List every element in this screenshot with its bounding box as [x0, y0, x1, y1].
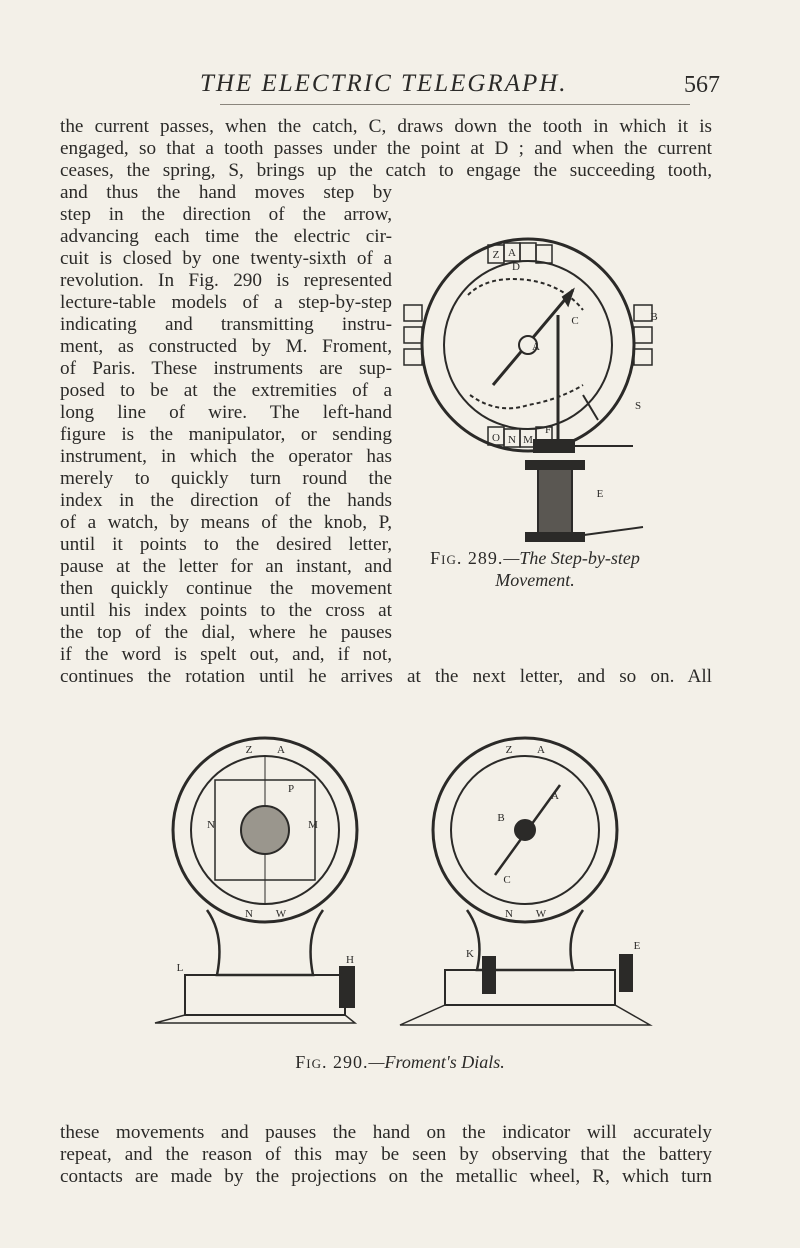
coil-lead-wire — [584, 527, 643, 535]
dial-letter-a-left: A — [277, 744, 285, 756]
text-line: until it points to the desired letter, — [60, 534, 392, 555]
text-line: if the word is spelt out, and, if not, — [60, 644, 392, 665]
text-line: indicating and transmitting instru- — [60, 314, 392, 335]
text-line: of Paris. These instruments are sup- — [60, 358, 392, 379]
text-line: the current passes, when the catch, C, draws down the tooth in which it is — [60, 116, 712, 137]
electromagnet-base-plate — [526, 533, 584, 541]
dial-letter-w-left: W — [275, 908, 287, 920]
text-line: figure is the manipulator, or sending — [60, 424, 392, 445]
fig-289-caption — [405, 547, 665, 591]
text-line: and thus the hand moves step by — [60, 182, 392, 203]
callout-m: M — [308, 819, 318, 831]
text-line: pause at the letter for an instant, and — [60, 556, 392, 577]
hand-arrowhead — [563, 290, 573, 305]
fig-289-label: Fig. 289. — [430, 548, 504, 568]
text-line: until his index points to the cross at — [60, 600, 392, 621]
text-line: these movements and pauses the hand on the indicator will accurately — [60, 1122, 712, 1143]
callout-n: N — [207, 819, 215, 831]
callout-e-right: E — [633, 940, 641, 952]
text-line: ment, as constructed by M. Froment, — [60, 336, 392, 357]
electromagnet-coil — [538, 465, 572, 537]
callout-a-right: A — [551, 790, 559, 802]
callout-c-right: C — [503, 874, 511, 886]
text-line: long line of wire. The left-hand — [60, 402, 392, 423]
page-header — [60, 70, 720, 106]
text-line: step in the direction of the arrow, — [60, 204, 392, 225]
text-line: contacts are made by the projections on the metallic wheel, R, which turn — [60, 1166, 712, 1187]
callout-b-right: B — [497, 812, 505, 824]
callout-c: C — [571, 315, 579, 327]
text-line: the top of the dial, where he pauses — [60, 622, 392, 643]
fig-290-caption — [150, 1052, 650, 1073]
text-line: ceases, the spring, S, brings up the catch to engage the succeeding tooth, — [60, 160, 712, 181]
text-line: instrument, in which the operator has — [60, 446, 392, 467]
fig-289-illustration — [398, 235, 658, 555]
callout-k: K — [466, 948, 474, 960]
text-line: lecture-table models of a step-by-step — [60, 292, 392, 313]
dial-letter-a: A — [508, 247, 516, 259]
callout-e: E — [596, 488, 604, 500]
text-line: of a watch, by means of the knob, P, — [60, 512, 392, 533]
fig-290-title: —Froment's Dials. — [368, 1052, 505, 1072]
dial-letter-n-right: N — [505, 908, 513, 920]
callout-h: H — [346, 954, 354, 966]
callout-b: B — [650, 311, 658, 323]
dial-letter-n-left: N — [245, 908, 253, 920]
page-number: 567 — [684, 72, 720, 98]
dial-letter-a-right: A — [537, 744, 545, 756]
armature-bar — [534, 440, 574, 452]
ratchet-teeth-arc-lower — [470, 385, 583, 408]
electromagnet-top-plate — [526, 461, 584, 469]
fig-289-title-line2: Movement. — [495, 570, 575, 590]
fig-289-title: —The Step-by-step — [503, 548, 640, 568]
text-line: posed to be at the extremities of a — [60, 380, 392, 401]
callout-s: S — [634, 400, 642, 412]
dial-letter-m: M — [523, 434, 533, 446]
header-rule — [220, 104, 690, 105]
text-line: engaged, so that a tooth passes under the point at D ; and when the current — [60, 138, 712, 159]
dial-letter-z-right: Z — [505, 744, 513, 756]
text-line: repeat, and the reason of this may be seen by observing that the battery — [60, 1144, 712, 1165]
fig-290-illustration — [145, 735, 665, 1035]
callout-a: A — [532, 341, 540, 353]
indicator-instrument — [400, 738, 650, 1025]
text-line: index in the direction of the hands — [60, 490, 392, 511]
text-line: advancing each time the electric cir- — [60, 226, 392, 247]
callout-l: L — [176, 962, 184, 974]
running-title: THE ELECTRIC TELEGRAPH. — [200, 70, 568, 97]
callout-f: F — [544, 424, 552, 436]
text-line: then quickly continue the movement — [60, 578, 392, 599]
dial-letter-o: O — [492, 432, 500, 444]
dial-letter-z-left: Z — [245, 744, 253, 756]
fig-290-label: Fig. 290. — [295, 1052, 369, 1072]
text-line: cuit is closed by one twenty-sixth of a — [60, 248, 392, 269]
callout-d: D — [512, 261, 520, 273]
text-line: revolution. In Fig. 290 is represented — [60, 270, 392, 291]
text-line: merely to quickly turn round the — [60, 468, 392, 489]
dial-letter-n: N — [508, 434, 516, 446]
text-line: continues the rotation until he arrives at the next letter, and so on. All — [60, 666, 712, 687]
dial-letter-w-right: W — [535, 908, 547, 920]
dial-letter-z: Z — [492, 249, 500, 261]
callout-p: P — [287, 783, 295, 795]
manipulator-instrument — [155, 738, 357, 1023]
